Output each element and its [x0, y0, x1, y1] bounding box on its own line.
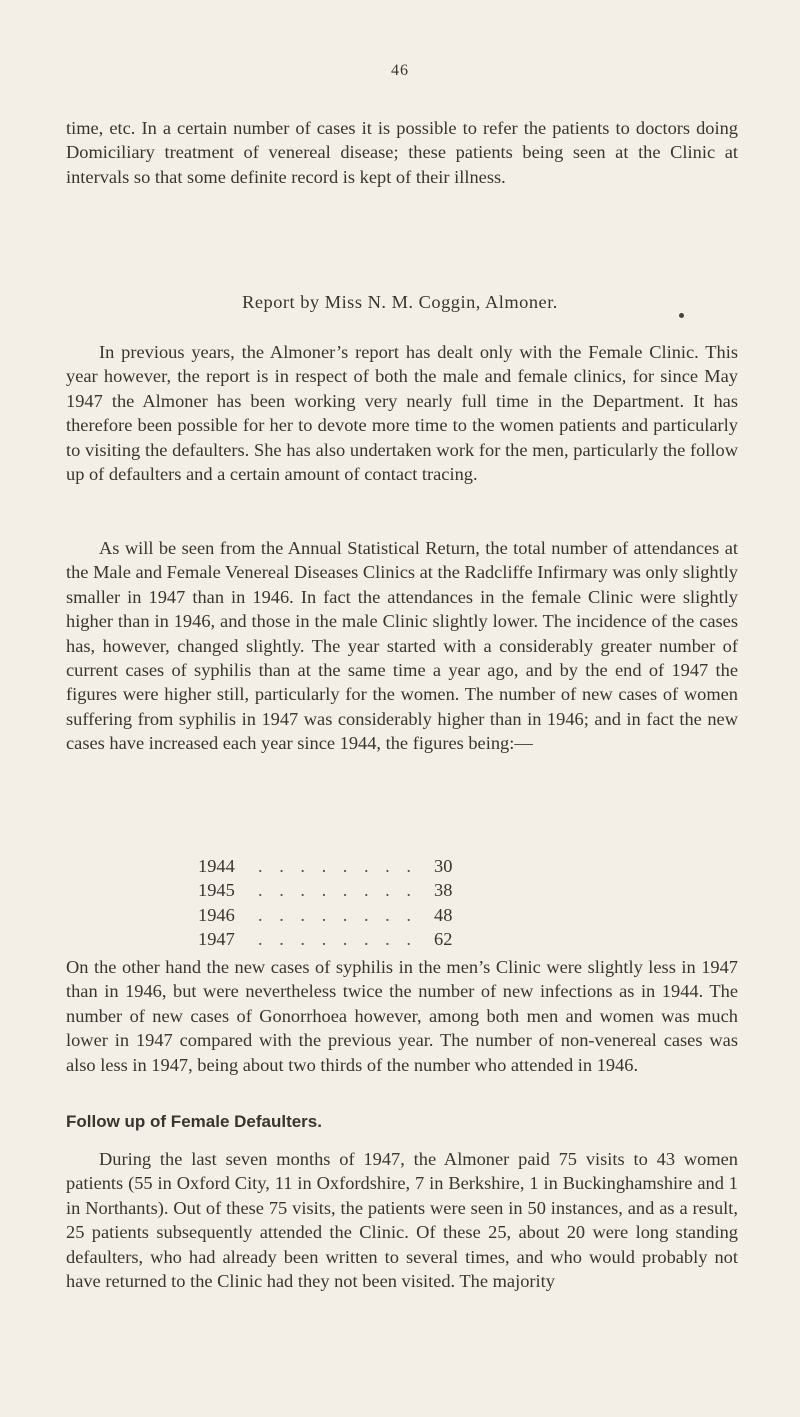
leader-dots: . . . . . . . . — [258, 904, 417, 925]
value-cell: 48 — [434, 904, 453, 925]
ink-speck — [679, 313, 684, 318]
paragraph-text: time, etc. In a certain number of cases it is possible to refer the patients to doctors doing Domiciliary treatment of venereal disease; these patients being seen at the Clinic at intervals so that some definite record is kept of their illness. — [66, 118, 738, 187]
table-row — [198, 854, 518, 878]
paragraph-text: As will be seen from the Annual Statistical Return, the total number of attendances at the Male and Female Venereal Diseases Clinics at the Radcliffe Infirmary was only slightly smaller in 1947 than in 1946. In fact the attendances in the female Clinic were slightly higher than in 1946, and those in the male Clinic slightly lower. The incidence of the cases has, however, changed slightly. The year started with a considerably greater number of current cases of syphilis than at the same time a year ago, and by the end of 1947 the figures were higher still, particularly for the women. The number of new cases of women suffering from syphilis in 1947 was considerably higher than in 1946; and in fact the new cases have increased each year since 1944, the figures being:— — [66, 538, 738, 754]
year-cell: 1947 — [198, 929, 235, 950]
year-cell: 1944 — [198, 856, 235, 876]
table-row — [198, 903, 518, 927]
paragraph-attendances — [66, 536, 738, 756]
value-cell: 38 — [434, 880, 453, 901]
paragraph-intro — [66, 116, 738, 189]
paragraph-mens-clinic — [66, 955, 738, 1077]
table-row — [198, 878, 518, 902]
paragraph-almoner-role — [66, 340, 738, 486]
new-cases-table — [198, 854, 518, 952]
paragraph-text: On the other hand the new cases of syphilis in the men’s Clinic were slightly less in 1947 than in 1946, but were nevertheless twice the number of new infections as in 1944. The number of new cases of Gonorrhoea however, among both men and women was much lower in 1947 compared with the previous year. The number of non-venereal cases was also less in 1947, being about two thirds of the number who attended in 1946. — [66, 957, 738, 1075]
paragraph-visits — [66, 1147, 738, 1293]
page-number: 46 — [391, 62, 409, 79]
leader-dots: . . . . . . . . — [258, 880, 417, 901]
table-row — [198, 927, 518, 951]
year-cell: 1945 — [198, 880, 235, 901]
year-cell: 1946 — [198, 904, 235, 925]
paragraph-text: In previous years, the Almoner’s report has dealt only with the Female Clinic. This year however, the report is in respect of both the male and female clinics, for since May 1947 the Almoner has been working very nearly full time in the Department. It has therefore been possible for her to devote more time to the women patients and particularly to visiting the defaulters. She has also undertaken work for the men, particularly the follow up of defaulters and a certain amount of contact tracing. — [66, 342, 738, 485]
section-heading: Follow up of Female Defaulters. — [66, 1112, 322, 1131]
paragraph-text: During the last seven months of 1947, the Almoner paid 75 visits to 43 women patients (55 in Oxford City, 11 in Oxfordshire, 7 in Berkshire, 1 in Buckinghamshire and 1 in Northants). Out of these 75 visits, the patients were seen in 50 instances, and as a result, 25 patients subsequently attended the Clinic. Of these 25, about 20 were long standing defaulters, who had already been written to several times, and who would probably not have returned to the Clinic had they not been visited. The majority — [66, 1149, 738, 1292]
value-cell: 62 — [434, 929, 453, 950]
report-heading: Report by Miss N. M. Coggin, Almoner. — [242, 292, 558, 312]
value-cell: 30 — [434, 856, 453, 876]
leader-dots: . . . . . . . . — [258, 929, 417, 950]
leader-dots: . . . . . . . . — [258, 856, 417, 876]
